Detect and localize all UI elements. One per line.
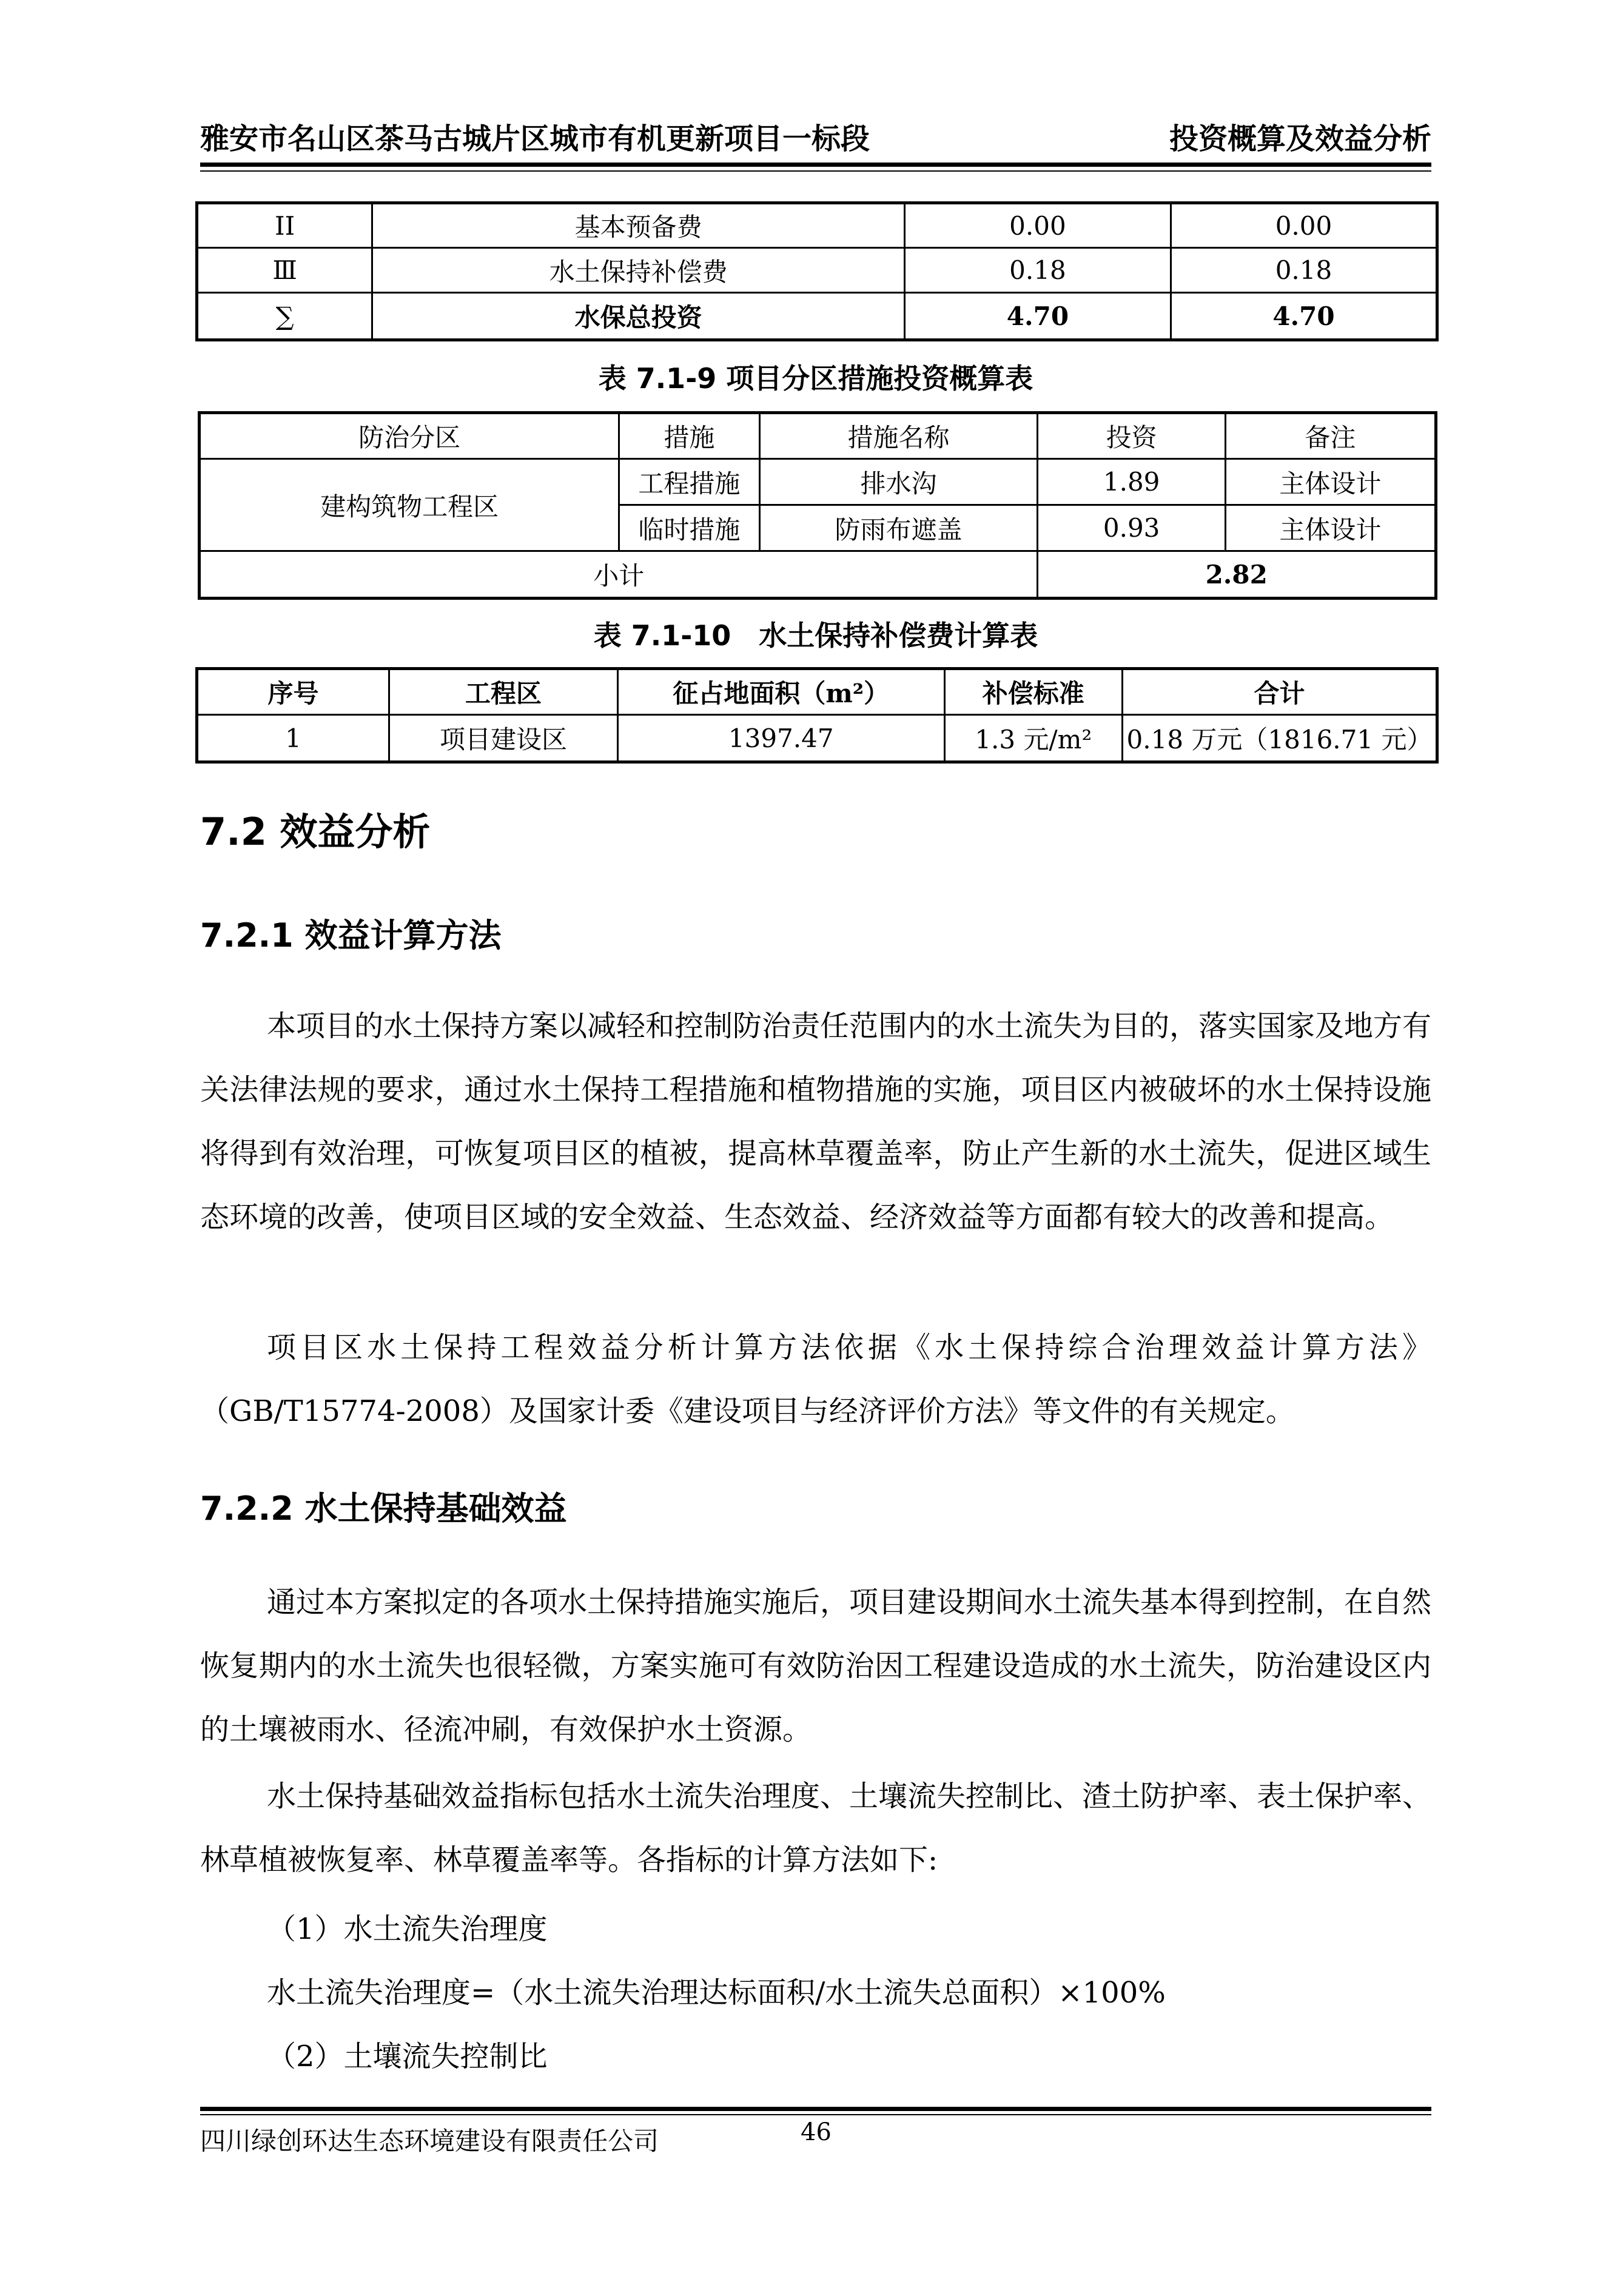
column-header: 投资 [1038, 413, 1225, 459]
table-cell: 临时措施 [619, 505, 759, 551]
footer-rule-thick [200, 2107, 1431, 2111]
table-cell-zone: 建构筑物工程区 [200, 459, 619, 551]
column-header: 措施 [619, 413, 759, 459]
table-cell: 水保总投资 [372, 293, 905, 340]
subsection-heading: 7.2.2 水土保持基础效益 [200, 1489, 567, 1528]
body-paragraph: 项目区水土保持工程效益分析计算方法依据《水土保持综合治理效益计算方法》（GB/T15774-2008）及国家计委《建设项目与经济评价方法》等文件的有关规定。 [200, 1331, 1431, 1428]
table-cell: 0.93 [1038, 505, 1225, 551]
body-paragraph: 水土保持基础效益指标包括水土流失治理度、土壤流失控制比、渣土防护率、表土保护率、林草植被恢复率、林草覆盖率等。各指标的计算方法如下: [200, 1779, 1432, 1877]
table-row [197, 248, 1437, 293]
table-row [197, 715, 1437, 762]
table-cell: 主体设计 [1225, 459, 1436, 505]
body-paragraph: 通过本方案拟定的各项水土保持措施实施后，项目建设期间水土流失基本得到控制，在自然恢复期内的水土流失也很轻微，方案实施可有效防治因工程建设造成的水土流失，防治建设区内的土壤被雨水、径流冲刷，有效保护水土资源。 [200, 1585, 1432, 1747]
table-row [197, 203, 1437, 248]
table-header-row [197, 669, 1437, 715]
column-header: 序号 [197, 669, 389, 715]
investment-summary-table [195, 201, 1439, 341]
header-chapter-title: 投资概算及效益分析 [1169, 122, 1431, 156]
table-cell: 4.70 [904, 293, 1171, 340]
body-paragraph: 本项目的水土保持方案以减轻和控制防治责任范围内的水土流失为目的，落实国家及地方有关法律法规的要求，通过水土保持工程措施和植物措施的实施，项目区内被破坏的水土保持设施将得到有效治理，可恢复项目区的植被，提高林草覆盖率，防止产生新的水土流失，促进区域生态环境的改善，使项目区域的安全效益、生态效益、经济效益等方面都有较大的改善和提高。 [200, 1009, 1432, 1234]
table-cell: 水土保持补偿费 [372, 248, 905, 293]
table-caption: 表 7.1-10 水土保持补偿费计算表 [593, 619, 1038, 652]
table-cell: Ⅲ [197, 248, 372, 293]
table-header-row [200, 413, 1436, 459]
footer-rule-thin [200, 2114, 1431, 2115]
column-header: 防治分区 [200, 413, 619, 459]
table-cell: 4.70 [1171, 293, 1437, 340]
header-rule-thin [200, 170, 1431, 172]
page-header [200, 115, 1431, 158]
header-rule-thick [200, 163, 1431, 167]
table-cell-subtotal-value: 2.82 [1038, 551, 1436, 599]
table-cell: 项目建设区 [389, 715, 618, 762]
zone-measure-investment-table [198, 411, 1437, 600]
table-cell: 基本预备费 [372, 203, 905, 248]
table-cell: 0.18 万元（1816.71 元） [1123, 715, 1437, 762]
list-item: （1）水土流失治理度 [267, 1912, 548, 1946]
table-cell: 防雨布遮盖 [759, 505, 1038, 551]
table-cell: II [197, 203, 372, 248]
footer-company: 四川绿创环达生态环境建设有限责任公司 [200, 2126, 659, 2156]
table-cell: 0.00 [904, 203, 1171, 248]
section-heading: 7.2 效益分析 [200, 810, 431, 854]
table-row [200, 459, 1436, 505]
table-cell: 主体设计 [1225, 505, 1436, 551]
table-row-subtotal [200, 551, 1436, 599]
table-cell: 排水沟 [759, 459, 1038, 505]
table-cell: 0.18 [904, 248, 1171, 293]
formula-line: 水土流失治理度=（水土流失治理达标面积/水土流失总面积）×100% [267, 1976, 1166, 2010]
table-cell: 1.89 [1038, 459, 1225, 505]
table-row-total [197, 293, 1437, 340]
table-cell-subtotal-label: 小计 [200, 551, 1038, 599]
column-header: 工程区 [389, 669, 618, 715]
compensation-fee-table [195, 667, 1439, 764]
table-cell: 工程措施 [619, 459, 759, 505]
header-project-title: 雅安市名山区茶马古城片区城市有机更新项目一标段 [200, 122, 870, 156]
table-cell: 1397.47 [617, 715, 944, 762]
list-item: （2）土壤流失控制比 [267, 2039, 548, 2073]
column-header: 措施名称 [759, 413, 1038, 459]
column-header: 合计 [1123, 669, 1437, 715]
subsection-heading: 7.2.1 效益计算方法 [200, 916, 502, 955]
table-cell: 0.00 [1171, 203, 1437, 248]
table-cell: 1 [197, 715, 389, 762]
column-header: 备注 [1225, 413, 1436, 459]
table-cell: ∑ [197, 293, 372, 340]
table-caption: 表 7.1-9 项目分区措施投资概算表 [598, 362, 1033, 395]
column-header: 补偿标准 [944, 669, 1122, 715]
table-cell: 1.3 元/m² [944, 715, 1122, 762]
table-cell: 0.18 [1171, 248, 1437, 293]
page-number: 46 [801, 2118, 832, 2146]
column-header: 征占地面积（m²） [617, 669, 944, 715]
